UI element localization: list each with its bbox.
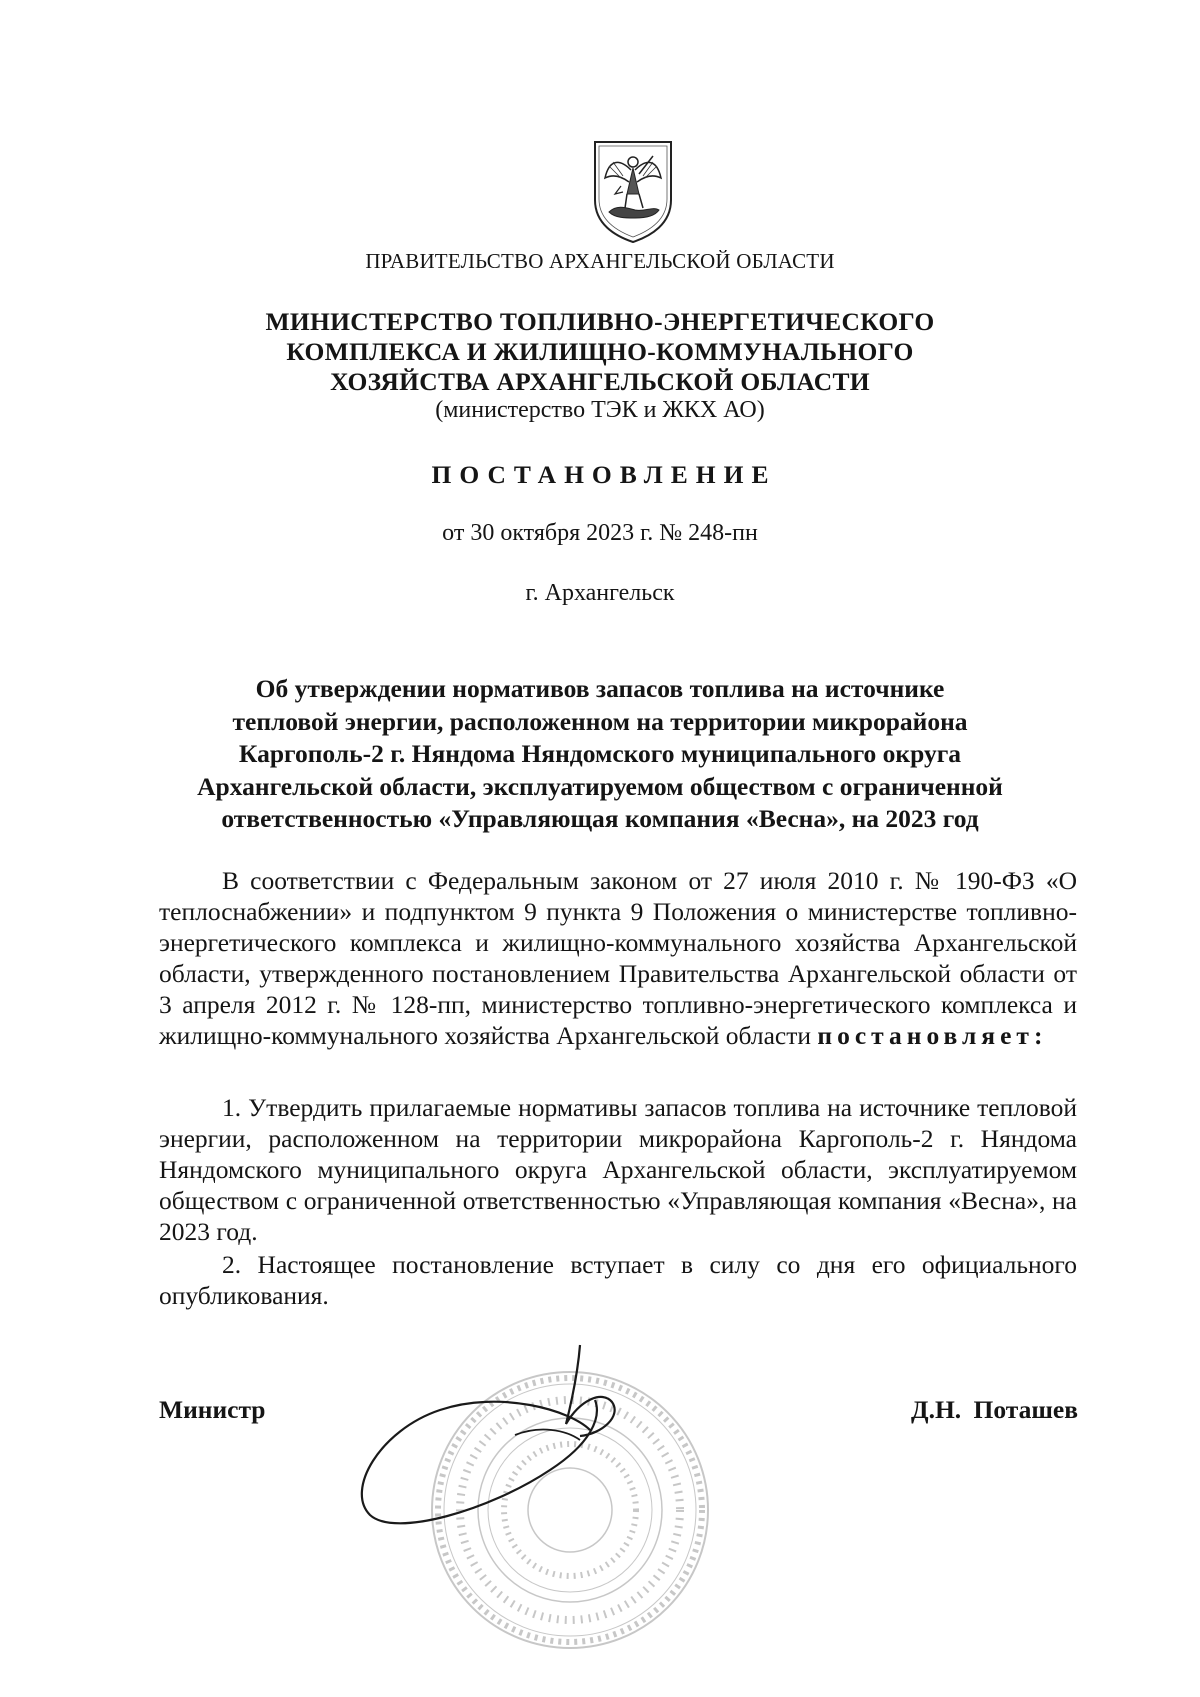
item-1-paragraph: 1. Утвердить прилагаемые нормативы запасов топлива на источнике тепловой энергии, расположенном на территории микрорайона Каргополь-2 г. Няндома Няндомского муниципального округа Архангельской области, эксплуатируемом обществом с ограниченной ответственностью «Управляющая компания «Весна», на 2023 год. bbox=[159, 1093, 1077, 1246]
ministry-name-line: ХОЗЯЙСТВА АРХАНГЕЛЬСКОЙ ОБЛАСТИ bbox=[330, 367, 870, 396]
subject-line: тепловой энергии, расположенном на территории микрорайона bbox=[232, 706, 968, 736]
signatory-name: Д.Н. Поташев bbox=[911, 1395, 1078, 1424]
ministry-name-line: МИНИСТЕРСТВО ТОПЛИВНО-ЭНЕРГЕТИЧЕСКОГО bbox=[265, 307, 935, 336]
item-2-paragraph: 2. Настоящее постановление вступает в силу со дня его официального опубликования. bbox=[159, 1250, 1077, 1310]
preamble-paragraph bbox=[159, 865, 1077, 1051]
subject-line: Архангельской области, эксплуатируемом обществом с ограниченной bbox=[197, 771, 1003, 801]
ministry-name-line: КОМПЛЕКСА И ЖИЛИЩНО-КОММУНАЛЬНОГО bbox=[286, 337, 914, 366]
government-name: ПРАВИТЕЛЬСТВО АРХАНГЕЛЬСКОЙ ОБЛАСТИ bbox=[365, 249, 835, 273]
preamble-text: В соответствии с Федеральным законом от 27 июля 2010 г. № 190-ФЗ «О теплоснабжении» и подпунктом 9 пункта 9 Положения о министерстве топливно-энергетического комплекса и жилищно-коммунального хозяйства Архангельской области, утвержденного постановлением Правительства Архангельской области от 3 апреля 2012 г. № 128-пп, министерство топливно-энергетического комплекса и жилищно-коммунального хозяйства Архангельской области bbox=[159, 866, 1077, 1050]
subject-line: ответственностью «Управляющая компания «Весна», на 2023 год bbox=[221, 804, 979, 833]
signatory-position: Министр bbox=[159, 1395, 266, 1424]
arkhangelsk-coat-of-arms-icon bbox=[591, 138, 675, 244]
document-date-number: от 30 октября 2023 г. № 248-пн bbox=[442, 520, 758, 546]
handwritten-signature bbox=[340, 1340, 660, 1540]
document-city: г. Архангельск bbox=[525, 580, 675, 606]
document-subject bbox=[0, 673, 1200, 836]
decree-word: постановляет: bbox=[817, 1021, 1048, 1050]
subject-line: Об утверждении нормативов запасов топлива на источнике bbox=[255, 674, 945, 703]
ministry-short-name: (министерство ТЭК и ЖКХ АО) bbox=[435, 397, 765, 423]
subject-line: Каргополь-2 г. Няндома Няндомского муниципального округа bbox=[238, 739, 962, 768]
ministry-name bbox=[0, 307, 1200, 397]
document-type: ПОСТАНОВЛЕНИЕ bbox=[431, 460, 777, 489]
